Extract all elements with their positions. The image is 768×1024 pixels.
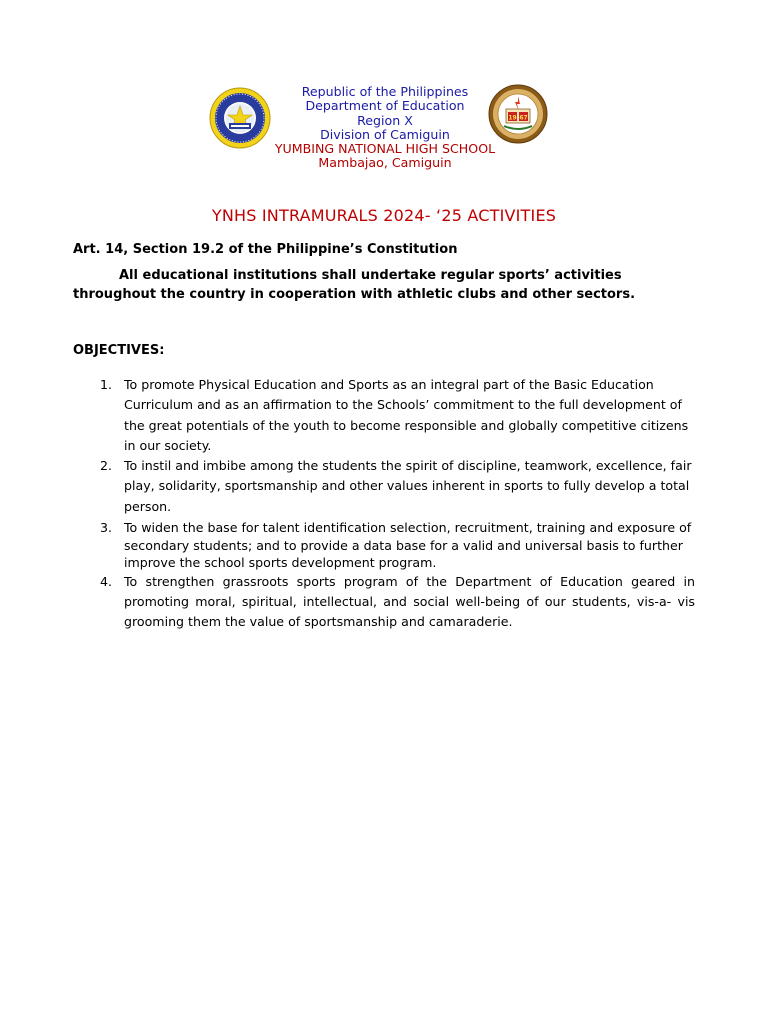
objective-text: To strengthen grassroots sports program of the Department of Education geared in promoting moral, spiritual, intellectual, and social well-being of our students, vis-a- vis grooming them the value of sportsmanship and camaraderie. xyxy=(124,573,695,630)
objectives-heading: OBJECTIVES: xyxy=(73,343,165,358)
objective-item xyxy=(73,572,695,633)
objective-number: 1. xyxy=(100,377,113,392)
objective-item xyxy=(73,375,695,456)
document-title: YNHS INTRAMURALS 2024- ‘25 ACTIVITIES xyxy=(211,206,557,225)
article-body xyxy=(73,266,695,304)
school-location: Mambajao, Camiguin xyxy=(318,155,452,171)
letterhead-line-region: Region X xyxy=(357,112,413,128)
school-seal-icon xyxy=(484,84,552,144)
objective-number: 4. xyxy=(100,573,113,589)
article-heading: Art. 14, Section 19.2 of the Philippine’s Constitution xyxy=(73,242,458,257)
article-body-text: All educational institutions shall undertake regular sports’ activities throughout the country in cooperation with athletic clubs and other sectors. xyxy=(73,268,636,302)
objective-text: To instil and imbibe among the students the spirit of discipline, teamwork, excellence, fair play, solidarity, sportsmanship and other values inherent in sports to fully develop a total person. xyxy=(124,458,692,514)
objective-item xyxy=(73,519,695,572)
letterhead-text xyxy=(260,85,510,171)
objective-text: To promote Physical Education and Sports as an integral part of the Basic Education Curriculum and as an affirmation to the Schools’ commitment to the full development of the great potentials of the youth to become responsible and globally competitive citizens in our society. xyxy=(124,377,689,453)
school-name: YUMBING NATIONAL HIGH SCHOOL xyxy=(274,141,496,157)
objectives-list xyxy=(73,375,695,632)
seal-year-left: 19 xyxy=(508,114,517,122)
letterhead-line-republic: Republic of the Philippines xyxy=(301,84,469,99)
letterhead-line-division: Division of Camiguin xyxy=(320,126,450,142)
letterhead-line-department: Department of Education xyxy=(305,98,465,114)
objective-item xyxy=(73,456,695,517)
objective-number: 2. xyxy=(100,458,113,474)
letterhead xyxy=(0,84,768,174)
seal-year-right: 67 xyxy=(519,114,528,122)
objective-text: To widen the base for talent identification selection, recruitment, training and exposure of secondary students; and to provide a data base for a valid and universal basis to further improve the school sports development program. xyxy=(124,520,692,571)
objective-number: 3. xyxy=(100,520,113,536)
